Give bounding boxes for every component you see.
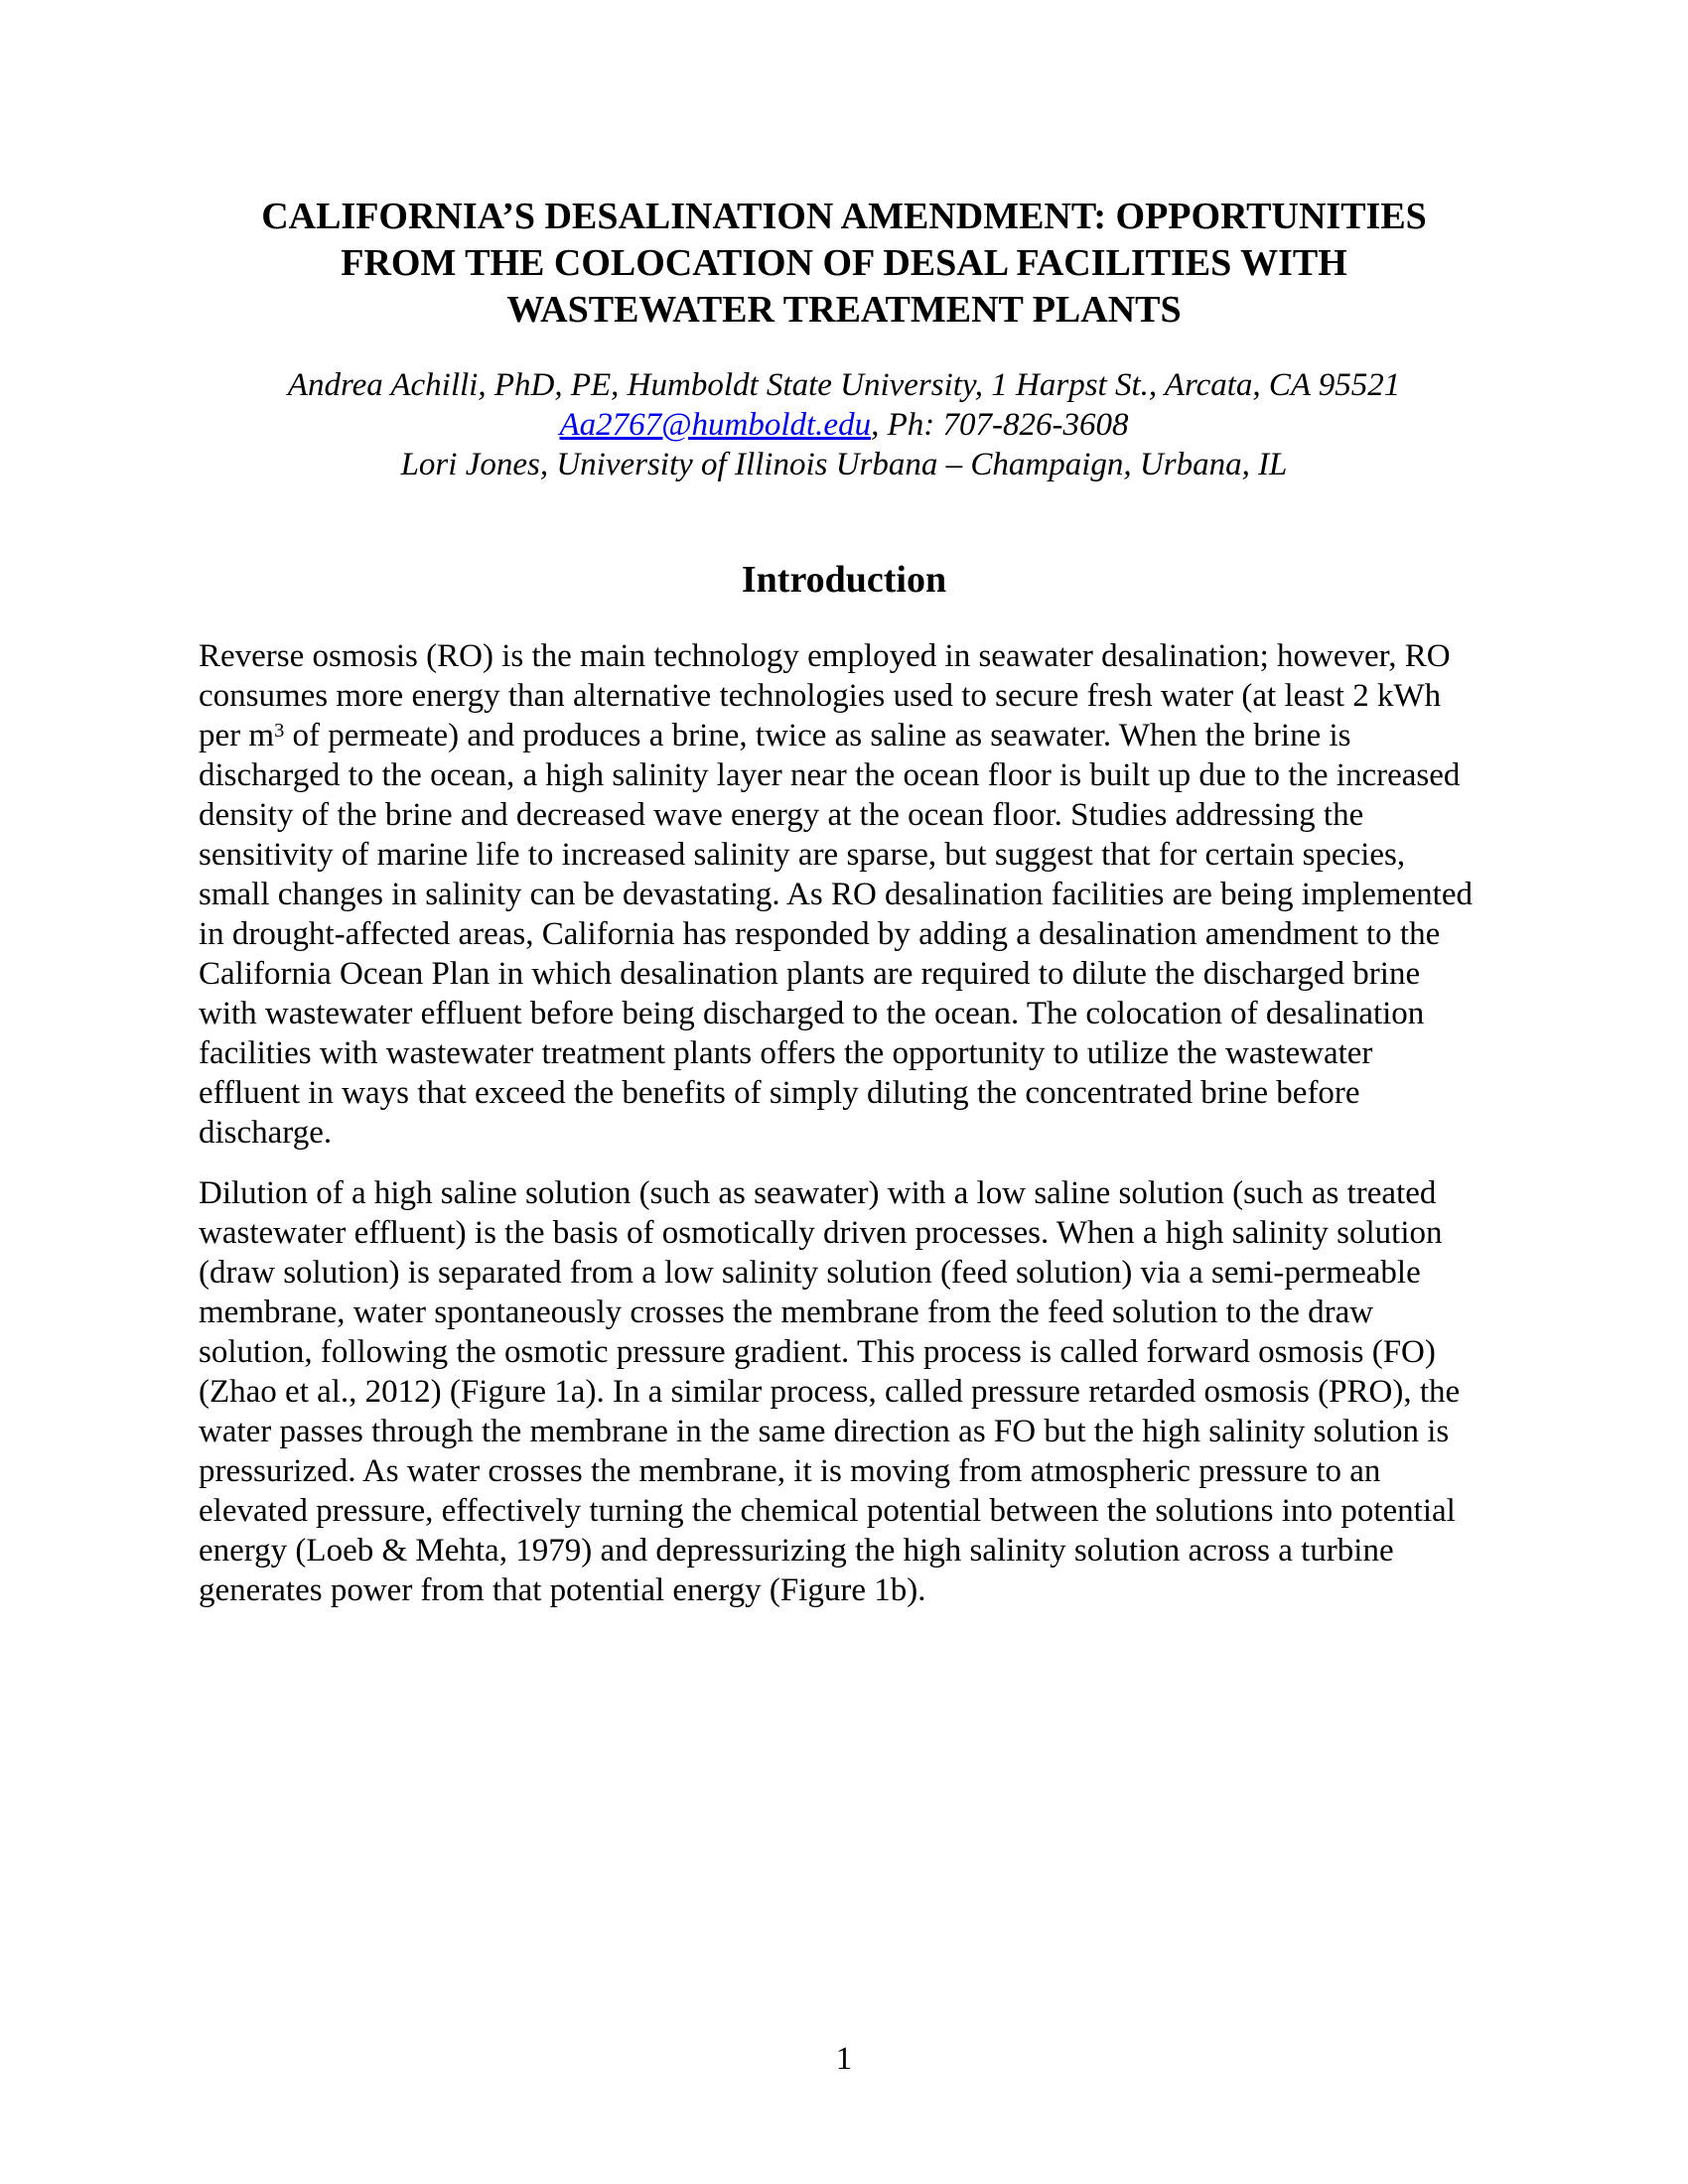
body-line: small changes in salinity can be devastating. As RO desalination facilities are being implemented [199, 877, 1473, 912]
body-line [199, 716, 1489, 755]
body-line: discharge. [199, 1115, 333, 1151]
body-line: solution, following the osmotic pressure gradient. This process is called forward osmosis (FO) [199, 1334, 1436, 1370]
body-line: Reverse osmosis (RO) is the main technology employed in seawater desalination; however, RO [199, 638, 1451, 674]
body-line: density of the brine and decreased wave energy at the ocean floor. Studies addressing the [199, 797, 1364, 833]
body-line: membrane, water spontaneously crosses the membrane from the feed solution to the draw [199, 1295, 1374, 1330]
body-line: (Zhao et al., 2012) (Figure 1a). In a similar process, called pressure retarded osmosis (PRO), the [199, 1374, 1461, 1410]
email-link[interactable]: Aa2767@humboldt.edu [559, 407, 872, 443]
page-content [199, 0, 1489, 1610]
author-block [199, 365, 1489, 484]
paper-title [199, 0, 1489, 334]
section-heading-introduction: Introduction [741, 559, 947, 601]
body-line: consumes more energy than alternative technologies used to secure fresh water (at least 2 kWh [199, 678, 1442, 714]
body-line: pressurized. As water crosses the membrane, it is moving from atmospheric pressure to an [199, 1453, 1381, 1489]
body-line: elevated pressure, effectively turning the chemical potential between the solutions into potential [199, 1493, 1456, 1529]
author-line: Lori Jones, University of Illinois Urbana – Champaign, Urbana, IL [400, 447, 1288, 482]
superscript-3: 3 [274, 719, 285, 742]
body-line: sensitivity of marine life to increased salinity are sparse, but suggest that for certain species, [199, 837, 1406, 873]
body-line: generates power from that potential energy (Figure 1b). [199, 1572, 926, 1608]
body-line: with wastewater effluent before being discharged to the ocean. The colocation of desalination [199, 996, 1425, 1031]
body-line: facilities with wastewater treatment plants offers the opportunity to utilize the wastewater [199, 1035, 1373, 1071]
body-line: (draw solution) is separated from a low salinity solution (feed solution) via a semi-permeable [199, 1255, 1421, 1291]
body-line: wastewater effluent) is the basis of osmotically driven processes. When a high salinity solution [199, 1215, 1443, 1251]
body-line: energy (Loeb & Mehta, 1979) and depressurizing the high salinity solution across a turbine [199, 1533, 1394, 1569]
body-text: per m [199, 718, 275, 753]
body-line: discharged to the ocean, a high salinity layer near the ocean floor is built up due to the increased [199, 757, 1461, 793]
page-number: 1 [835, 2041, 853, 2077]
body-line: Dilution of a high saline solution (such as seawater) with a low saline solution (such as treated [199, 1175, 1437, 1211]
title-line: CALIFORNIA’S DESALINATION AMENDMENT: OPPORTUNITIES [261, 196, 1427, 237]
body-line: in drought-affected areas, California has responded by adding a desalination amendment to the [199, 916, 1441, 952]
body-line: water passes through the membrane in the same direction as FO but the high salinity solution is [199, 1414, 1450, 1449]
author-line: Andrea Achilli, PhD, PE, Humboldt State University, 1 Harpst St., Arcata, CA 95521 [287, 367, 1401, 403]
phone-text: , Ph: 707-826-3608 [871, 407, 1129, 443]
body-line: effluent in ways that exceed the benefits of simply diluting the concentrated brine before [199, 1075, 1360, 1111]
paragraph-2 [199, 1173, 1489, 1610]
title-line: WASTEWATER TREATMENT PLANTS [506, 289, 1182, 331]
author-contact-line [199, 405, 1489, 445]
body-line: California Ocean Plan in which desalination plants are required to dilute the discharged brine [199, 956, 1421, 992]
paragraph-1 [199, 636, 1489, 1153]
title-line: FROM THE COLOCATION OF DESAL FACILITIES WITH [341, 242, 1347, 284]
body-text: of permeate) and produces a brine, twice as saline as seawater. When the brine is [284, 718, 1351, 753]
